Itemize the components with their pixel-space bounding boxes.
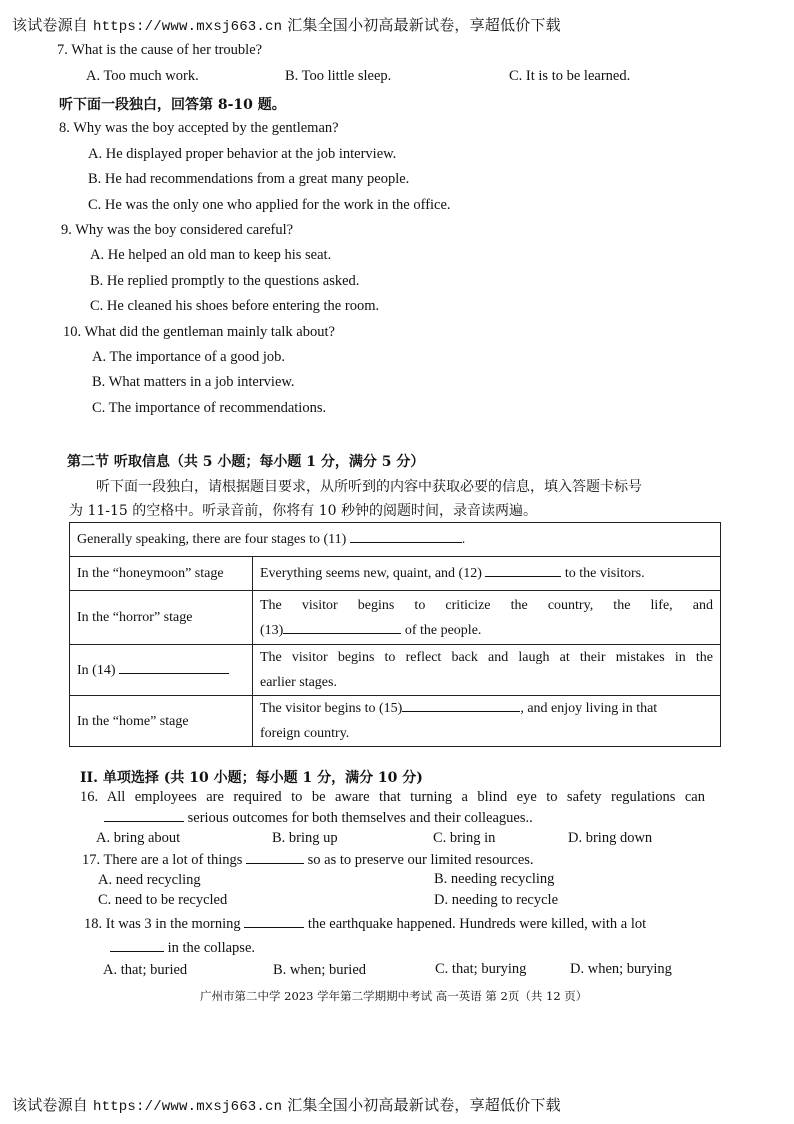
stage-14-text-line-1: The visitor begins to reflect back and laugh at their mistakes in the bbox=[260, 650, 713, 665]
table-row bbox=[70, 557, 721, 591]
header-url-link[interactable]: https://www.mxsj663.cn bbox=[92, 19, 283, 35]
home-text-line-1a: The visitor begins to (15) bbox=[260, 701, 403, 716]
question-16-option-a: A. bring about bbox=[96, 830, 181, 846]
question-10-stem: 10. What did the gentleman mainly talk about? bbox=[63, 324, 335, 340]
question-17-option-d: D. needing to recycle bbox=[434, 892, 559, 908]
question-17-option-b: B. needing recycling bbox=[434, 871, 555, 887]
source-header-top bbox=[12, 14, 561, 35]
horror-text-line-1: The visitor begins to criticize the country, the life, and bbox=[260, 597, 713, 613]
header-prefix-bottom: 该试卷源自 bbox=[12, 1096, 89, 1114]
question-10-option-c: C. The importance of recommendations. bbox=[92, 400, 327, 416]
answer-blank-12 bbox=[485, 564, 561, 577]
stage-label-honeymoon: In the “honeymoon” stage bbox=[70, 557, 253, 591]
question-18-option-c: C. that; burying bbox=[435, 961, 527, 977]
table-cell-intro bbox=[70, 523, 721, 557]
question-7-option-b: B. Too little sleep. bbox=[285, 68, 392, 84]
header-url-link-bottom[interactable]: https://www.mxsj663.cn bbox=[92, 1099, 283, 1115]
horror-text-line-2b: of the people. bbox=[404, 622, 482, 638]
source-header-bottom bbox=[12, 1094, 561, 1115]
question-7-option-a: A. Too much work. bbox=[86, 68, 199, 84]
table-row bbox=[70, 696, 721, 747]
section-2-instruction-line-2: 为 11-15 的空格中。听录音前，你将有 10 秒钟的阅题时间，录音读两遍。 bbox=[69, 503, 537, 519]
question-18-line-1a: 18. It was 3 in the morning bbox=[84, 916, 241, 932]
stage-description-14 bbox=[253, 645, 721, 696]
part-2-title: II. 单项选择 (共 10 小题；每小题 1 分，满分 10 分) bbox=[80, 770, 423, 786]
home-text-line-2: foreign country. bbox=[260, 726, 350, 741]
honeymoon-text-a: Everything seems new, quaint, and (12) bbox=[260, 566, 482, 581]
horror-text-line-2a: (13) bbox=[260, 622, 284, 638]
section-2-title: 第二节 听取信息（共 5 小题；每小题 1 分，满分 5 分） bbox=[67, 454, 425, 470]
question-16-option-d: D. bring down bbox=[568, 830, 653, 846]
question-9-option-a: A. He helped an old man to keep his seat. bbox=[90, 247, 332, 263]
listening-info-table bbox=[69, 522, 721, 747]
stage-description-home bbox=[253, 696, 721, 747]
stage-description-horror bbox=[253, 591, 721, 645]
answer-blank-11 bbox=[350, 530, 462, 543]
monologue-heading: 听下面一段独白，回答第 8-10 题。 bbox=[59, 97, 286, 113]
question-17-stem-a: 17. There are a lot of things bbox=[82, 852, 243, 868]
question-18-line-2-text: in the collapse. bbox=[167, 940, 256, 956]
answer-blank-13 bbox=[283, 621, 401, 634]
question-18-option-d: D. when; burying bbox=[570, 961, 672, 977]
home-text-line-1b: , and enjoy living in that bbox=[520, 701, 658, 716]
section-2-instruction-line-1: 听下面一段独白，请根据题目要求，从所听到的内容中获取必要的信息，填入答题卡标号 bbox=[96, 479, 642, 495]
page-footer: 广州市第二中学 2023 学年第二学期期中考试 高一英语 第 2页（共 12 页） bbox=[200, 989, 588, 1003]
question-10-option-a: A. The importance of a good job. bbox=[92, 349, 286, 365]
question-7-option-c: C. It is to be learned. bbox=[509, 68, 631, 84]
question-18-line-2 bbox=[110, 939, 255, 957]
question-17-stem bbox=[82, 851, 534, 869]
question-16-line-2 bbox=[104, 809, 533, 827]
stage-description-honeymoon bbox=[253, 557, 721, 591]
table-intro-text: Generally speaking, there are four stages to (11) bbox=[77, 532, 347, 547]
question-16-line-1: 16. All employees are required to be aware that turning a blind eye to safety regulations can bbox=[80, 789, 705, 805]
question-16-line-2-text: serious outcomes for both themselves and their colleagues.. bbox=[187, 810, 533, 826]
header-prefix: 该试卷源自 bbox=[12, 16, 89, 34]
question-18-option-a: A. that; buried bbox=[103, 962, 188, 978]
question-18-option-b: B. when; buried bbox=[273, 962, 367, 978]
answer-blank-18b bbox=[110, 939, 164, 952]
question-7-stem: 7. What is the cause of her trouble? bbox=[57, 42, 263, 58]
stage-label-home: In the “home” stage bbox=[70, 696, 253, 747]
question-8-option-a: A. He displayed proper behavior at the job interview. bbox=[88, 146, 397, 162]
stage-label-14 bbox=[70, 645, 253, 696]
answer-blank-17 bbox=[246, 851, 304, 864]
question-17-option-c: C. need to be recycled bbox=[98, 892, 228, 908]
question-9-option-c: C. He cleaned his shoes before entering the room. bbox=[90, 298, 380, 314]
header-suffix: 汇集全国小初高最新试卷，享超低价下载 bbox=[287, 16, 561, 34]
answer-blank-14 bbox=[119, 661, 229, 674]
answer-blank-16 bbox=[104, 809, 184, 822]
stage-14-text: In (14) bbox=[77, 662, 116, 678]
question-16-option-c: C. bring in bbox=[433, 830, 496, 846]
question-8-option-b: B. He had recommendations from a great many people. bbox=[88, 171, 410, 187]
table-intro-end: . bbox=[461, 532, 466, 547]
stage-label-horror: In the “horror” stage bbox=[70, 591, 253, 645]
question-18-line-1b: the earthquake happened. Hundreds were killed, with a lot bbox=[307, 916, 647, 932]
question-9-option-b: B. He replied promptly to the questions asked. bbox=[90, 273, 360, 289]
question-17-stem-b: so as to preserve our limited resources. bbox=[307, 852, 534, 868]
question-8-option-c: C. He was the only one who applied for the work in the office. bbox=[88, 197, 451, 213]
table-row bbox=[70, 523, 721, 557]
question-16-option-b: B. bring up bbox=[272, 830, 338, 846]
table-row bbox=[70, 591, 721, 645]
question-10-option-b: B. What matters in a job interview. bbox=[92, 374, 295, 390]
question-17-option-a: A. need recycling bbox=[98, 872, 201, 888]
question-18-line-1 bbox=[84, 915, 708, 933]
honeymoon-text-b: to the visitors. bbox=[564, 566, 645, 581]
table-row bbox=[70, 645, 721, 696]
answer-blank-18a bbox=[244, 915, 304, 928]
stage-14-text-line-2: earlier stages. bbox=[260, 675, 337, 690]
question-8-stem: 8. Why was the boy accepted by the gentleman? bbox=[59, 120, 339, 136]
header-suffix-bottom: 汇集全国小初高最新试卷，享超低价下载 bbox=[287, 1096, 561, 1114]
answer-blank-15 bbox=[402, 699, 520, 712]
question-9-stem: 9. Why was the boy considered careful? bbox=[61, 222, 294, 238]
